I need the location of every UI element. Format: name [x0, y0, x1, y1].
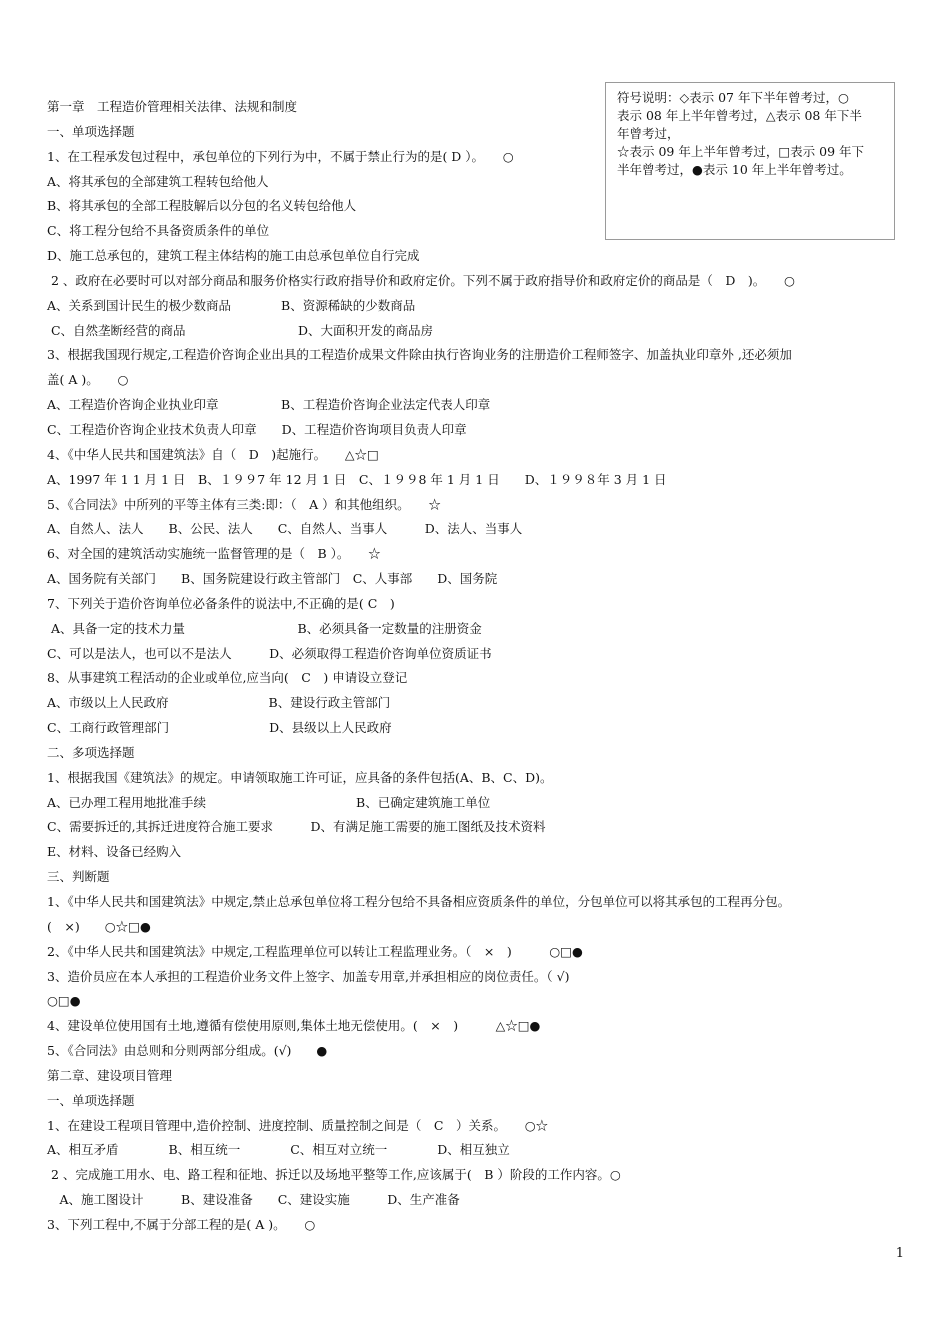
text-line: 3、根据我国现行规定,工程造价咨询企业出具的工程造价成果文件除由执行咨询业务的注册造价工程师签字、加盖执业印章外 ,还必须加	[47, 347, 792, 363]
text-line: C、可以是法人，也可以不是法人 D、必须取得工程造价咨询单位资质证书	[47, 645, 492, 661]
text-line: 3、造价员应在本人承担的工程造价业务文件上签字、加盖专用章,并承担相应的岗位责任。（ √)	[47, 968, 570, 984]
text-line: C、工商行政管理部门 D、县级以上人民政府	[47, 720, 392, 736]
text-line: 一、单项选择题	[47, 123, 135, 139]
text-line: 5、《合同法》中所列的平等主体有三类:即：（ A ）和其他组织。 ☆	[47, 496, 441, 512]
text-line: 一、单项选择题	[47, 1092, 135, 1108]
text-line: 2、《中华人民共和国建筑法》中规定,工程监理单位可以转让工程监理业务。（ × ) ○□●	[47, 943, 583, 959]
text-line: A、施工图设计 B、建设准备 C、建设实施 D、生产准备	[47, 1192, 460, 1208]
text-line: 4、《中华人民共和国建筑法》自（ D )起施行。 △☆□	[47, 446, 379, 462]
text-line: 三、判断题	[47, 869, 110, 885]
text-line: C、工程造价咨询企业技术负责人印章 D、工程造价咨询项目负责人印章	[47, 421, 467, 437]
text-line: A、将其承包的全部建筑工程转包给他人	[47, 173, 269, 189]
text-line: 7、下列关于造价咨询单位必备条件的说法中,不正确的是( C )	[47, 595, 395, 611]
text-line: B、将其承包的全部工程肢解后以分包的名义转包给他人	[47, 198, 357, 214]
legend-line: 年曾考过，	[617, 126, 680, 141]
text-line: A、已办理工程用地批准手续 B、已确定建筑施工单位	[47, 794, 491, 810]
text-line: ( ×) ○☆□●	[47, 918, 151, 934]
text-line: A、市级以上人民政府 B、建设行政主管部门	[47, 695, 391, 711]
text-line: A、工程造价咨询企业执业印章 B、工程造价咨询企业法定代表人印章	[47, 397, 491, 413]
legend-line: 表示 08 年上半年曾考过，△表示 08 年下半	[617, 108, 862, 123]
text-line: 8、从事建筑工程活动的企业或单位,应当向( C ) 申请设立登记	[47, 670, 408, 686]
text-line: 1、《中华人民共和国建筑法》中规定,禁止总承包单位将工程分包给不具备相应资质条件的单位，分包单位可以将其承包的工程再分包。	[47, 894, 791, 909]
text-line: 第二章、建设项目管理	[47, 1067, 173, 1083]
text-line: 二、多项选择题	[47, 744, 135, 760]
text-line: 6、对全国的建筑活动实施统一监督管理的是（ B ）。 ☆	[47, 546, 381, 562]
legend-line: 半年曾考过，●表示 10 年上半年曾考过。	[617, 162, 852, 177]
text-line: A、国务院有关部门 B、国务院建设行政主管部门 C、人事部 D、国务院	[47, 571, 498, 587]
text-line: E、材料、设备已经购入	[47, 844, 182, 860]
legend-line: 符号说明：◇表示 07 年下半年曾考过，○	[617, 90, 849, 105]
text-line: 2 、政府在必要时可以对部分商品和服务价格实行政府指导价和政府定价。下列不属于政府指导价和政府定价的商品是（ D )。 ○	[47, 272, 795, 288]
text-line: A、相互矛盾 B、相互统一 C、相互对立统一 D、相互独立	[47, 1142, 510, 1158]
text-line: D、施工总承包的，建筑工程主体结构的施工由总承包单位自行完成	[47, 248, 420, 264]
document-body	[47, 95, 913, 1238]
text-line: A、1997 年 1 1 月 1 日 B、１９９7 年 12 月 1 日 C、１９９8 年 1 月 1 日 D、１９９８年 3 月 1 日	[47, 471, 667, 487]
text-line: A、自然人、法人 B、公民、法人 C、自然人、当事人 D、法人、当事人	[47, 521, 523, 537]
text-line: 盖( A )。 ○	[47, 372, 129, 388]
text-line: 4、建设单位使用国有土地,遵循有偿使用原则,集体土地无偿使用。( × ) △☆□●	[47, 1018, 541, 1034]
text-line: A、关系到国计民生的极少数商品 B、资源稀缺的少数商品	[47, 297, 416, 313]
text-line: 第一章 工程造价管理相关法律、法规和制度	[47, 99, 298, 114]
text-line: ○□●	[47, 993, 81, 1009]
text-line: 5、《合同法》由总则和分则两部分组成。(√) ●	[47, 1043, 328, 1059]
text-line: 1、在建设工程项目管理中,造价控制、进度控制、质量控制之间是（ C ）关系。 ○☆	[47, 1117, 549, 1133]
text-line: 3、下列工程中,不属于分部工程的是( A )。 ○	[47, 1216, 316, 1232]
legend-line: ☆表示 09 年上半年曾考过，□表示 09 年下	[617, 144, 865, 159]
text-line: C、需要拆迁的,其拆迁进度符合施工要求 D、有满足施工需要的施工图纸及技术资料	[47, 819, 546, 835]
text-line: C、自然垄断经营的商品 D、大面积开发的商品房	[47, 322, 434, 338]
text-line: C、将工程分包给不具备资质条件的单位	[47, 223, 270, 239]
text-line: 2 、完成施工用水、电、路工程和征地、拆迁以及场地平整等工作,应该属于( B ）阶段的工作内容。○	[47, 1167, 621, 1183]
page-number: 1	[895, 1246, 904, 1261]
text-line: 1、在工程承发包过程中，承包单位的下列行为中，不属于禁止行为的是( D ）。 ○	[47, 148, 514, 164]
text-line: A、具备一定的技术力量 B、必须具备一定数量的注册资金	[47, 620, 482, 636]
text-line: 1、根据我国《建筑法》的规定。申请领取施工许可证，应具备的条件包括(A、B、C、D)。	[47, 769, 553, 785]
